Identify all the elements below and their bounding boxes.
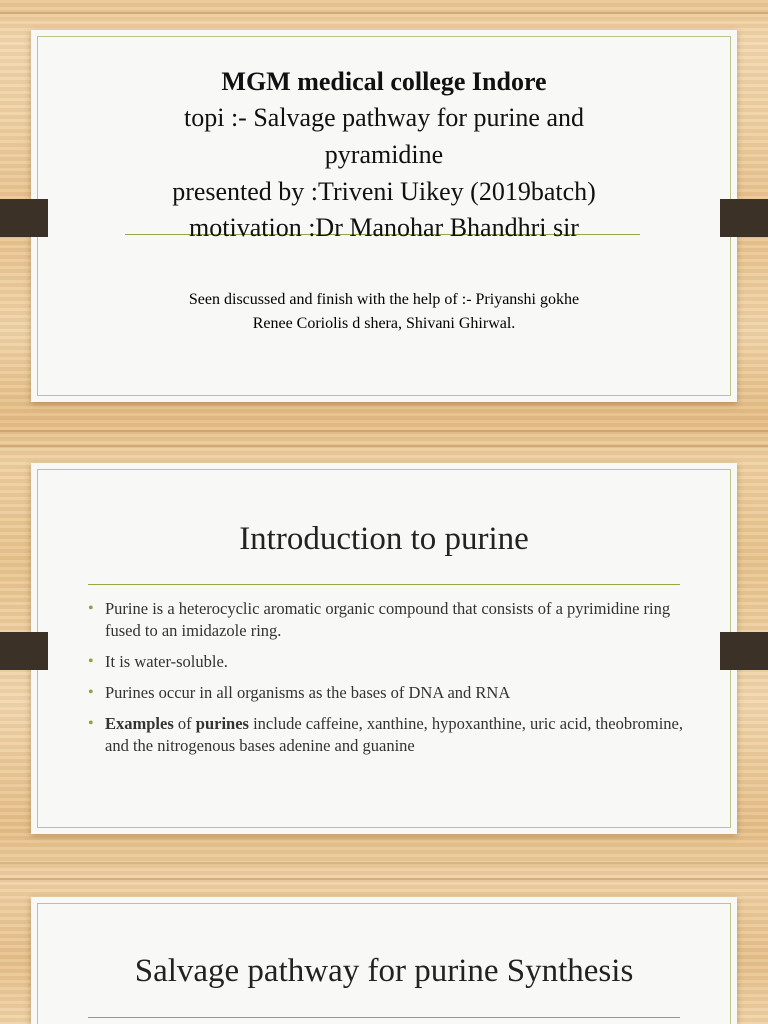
wood-seam [0,430,768,432]
motivation-line: motivation :Dr Manohar Bhandhri sir [189,213,579,242]
slide-2-introduction[interactable] [31,463,737,834]
topic-line-continued: pyramidine [324,140,444,169]
slide-heading: Salvage pathway for purine Synthesis [134,953,634,989]
bullet-dot-icon: • [88,684,94,701]
bullet-item: • It is water-soluble. [88,652,228,671]
credits [31,288,737,336]
slide-tab-left [0,632,48,670]
slide-tab-right [720,199,768,237]
bold-term: purines [195,714,249,733]
wood-seam [0,445,768,447]
presenter-line: presented by :Triveni Uikey (2019batch) [172,177,596,206]
heading-divider [88,584,680,585]
bullet-list [88,598,688,766]
wood-seam [0,12,768,14]
slide-tab-right [720,632,768,670]
bullet-dot-icon: • [88,715,94,732]
bullet-dot-icon: • [88,653,94,670]
college-title: MGM medical college Indore [221,67,547,96]
wood-seam [0,878,768,880]
bullet-item: • Purines occur in all organisms as the bases of DNA and RNA [88,683,511,702]
credits-line-2: Renee Coriolis d shera, Shivani Ghirwal. [252,315,516,332]
wood-seam [0,862,768,864]
slide-3-salvage-pathway[interactable] [31,897,737,1024]
slide-tab-left [0,199,48,237]
heading-divider [88,1017,680,1018]
bold-term: Examples [105,714,174,733]
bullet-dot-icon: • [88,600,94,617]
topic-line: topi :- Salvage pathway for purine and [184,103,584,132]
bullet-item: • Examples of purines include caffeine, xanthine, hypoxanthine, uric acid, theobromine, and the nitrogenous bases adenine and guanine [88,714,683,755]
slide-heading: Introduction to purine [239,521,529,557]
slide-1-title[interactable] [31,30,737,402]
credits-line-1: Seen discussed and finish with the help of :- Priyanshi gokhe [188,291,580,308]
bullet-item: • Purine is a heterocyclic aromatic organic compound that consists of a pyrimidine ring fused to an imidazole ring. [88,599,671,640]
